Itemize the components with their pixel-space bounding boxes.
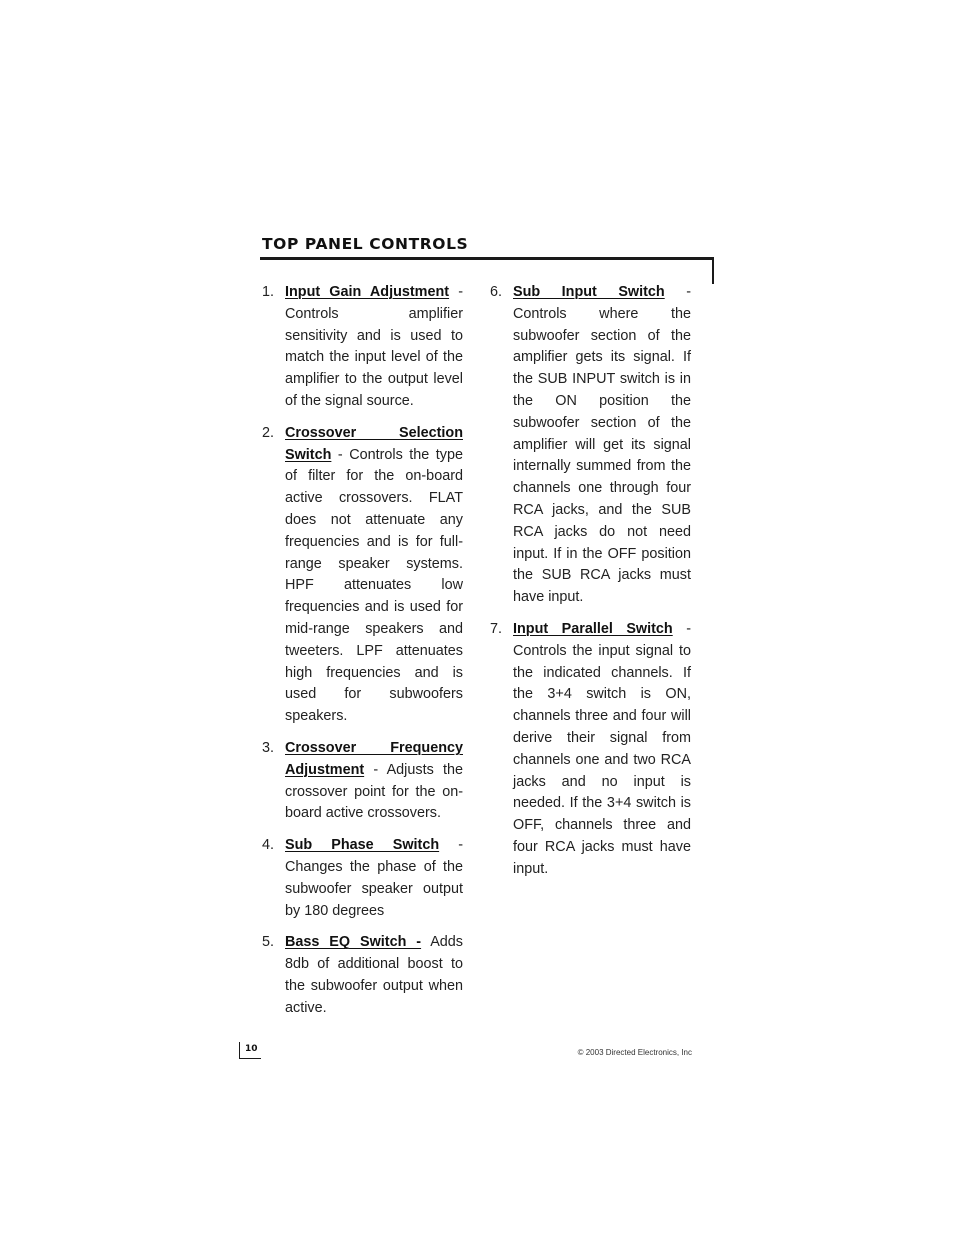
item-description: - Controls the type of filter for the on-board active crossovers. FLAT does not attenuate any frequencies and is for full-range speaker systems. HPF attenuates low frequencies and is used for mid-range speakers and tweeters. LPF attenuates high frequencies and is used for subwoofers speakers. [285, 446, 463, 725]
item-body [285, 423, 463, 728]
item-number: 4. [262, 837, 275, 854]
item-number: 6. [490, 284, 503, 300]
item-body [285, 282, 463, 413]
item-body [285, 738, 463, 825]
list-item [262, 423, 463, 728]
item-description: - Controls where the subwoofer section of the amplifier gets its signal. If the SUB INPUT switch is in the ON position the subwoofer section of the amplifier will get its signal internally summed from the channels one through four RCA jacks, and the SUB RCA jacks do not need input. If in the OFF position the SUB RCA jacks must have input. [513, 284, 691, 606]
list-item [262, 738, 463, 825]
item-term: Crossover Frequency Adjustment [285, 739, 463, 778]
item-description: Adds 8db of additional boost to the subwoofer output when active. [285, 934, 463, 1016]
item-description: - Adjusts the crossover point for the on-board active crossovers. [285, 761, 463, 822]
copyright-notice: © 2003 Directed Electronics, Inc [577, 1048, 692, 1057]
title-underline [260, 257, 714, 260]
list-item [262, 835, 463, 922]
item-description: - Controls the input signal to the indicated channels. If the 3+4 switch is ON, channels three and four will derive their signal from channels one and two RCA jacks and no input is needed. If the 3+4 switch is OFF, channels three and four RCA jacks must have input. [513, 620, 691, 877]
item-term: Input Gain Adjustment [285, 284, 450, 300]
list-item [262, 932, 463, 1019]
page-number: 10 [245, 1044, 258, 1054]
item-body [513, 619, 691, 881]
item-term: Bass EQ Switch - [285, 934, 422, 951]
left-column [262, 282, 463, 1030]
item-number: 2. [262, 424, 275, 441]
item-description: - Controls amplifier sensitivity and is used to match the input level of the amplifier to the output level of the signal source. [285, 284, 463, 409]
item-number: 3. [262, 739, 275, 756]
item-term: Crossover Selection Switch [285, 424, 463, 463]
list-item [490, 619, 691, 881]
item-number: 5. [262, 934, 275, 951]
item-number: 7. [490, 620, 503, 637]
item-term: Input Parallel Switch [513, 620, 673, 637]
right-column [490, 282, 691, 891]
item-body [285, 932, 463, 1019]
list-item [490, 282, 691, 609]
item-body [513, 282, 691, 609]
page-title: TOP PANEL CONTROLS [262, 235, 469, 253]
item-term: Sub Phase Switch [285, 837, 440, 854]
list-item [262, 282, 463, 413]
item-description: - Changes the phase of the subwoofer speaker output by 180 degrees [285, 837, 463, 919]
item-term: Sub Input Switch [513, 284, 665, 300]
item-body [285, 835, 463, 922]
item-number: 1. [262, 284, 275, 300]
title-rule-end-tick [712, 257, 714, 284]
